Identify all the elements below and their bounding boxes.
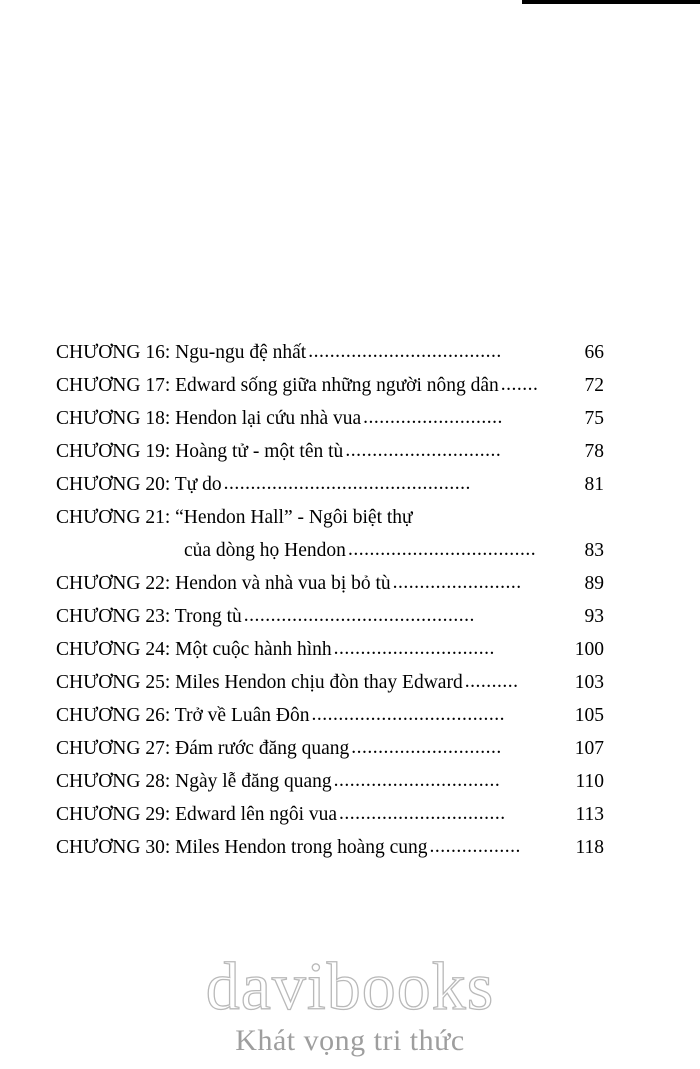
page-edge-marker (522, 0, 700, 4)
toc-entry-label: CHƯƠNG 17: Edward sống giữa những người nông dân (56, 375, 499, 396)
toc-entry[interactable] (56, 475, 604, 495)
toc-entry-page-number: 78 (584, 441, 604, 462)
toc-entry-label: CHƯƠNG 27: Đám rước đăng quang (56, 738, 350, 759)
toc-entry-label: CHƯƠNG 24: Một cuộc hành hình (56, 639, 332, 660)
table-of-contents (56, 343, 604, 871)
toc-entry-page-number: 113 (575, 804, 604, 825)
toc-entry-page-number: 66 (584, 342, 604, 363)
toc-entry-page-number: 100 (574, 639, 604, 660)
toc-leader-dots: ................................... (347, 540, 537, 560)
toc-entry[interactable] (56, 376, 604, 396)
toc-entry[interactable] (56, 541, 604, 561)
toc-entry[interactable] (56, 673, 604, 693)
toc-leader-dots: ....... (500, 375, 539, 395)
toc-entry-page-number: 118 (575, 837, 604, 858)
watermark-main-text: davibooks (205, 948, 495, 1024)
toc-entry-label: CHƯƠNG 20: Tự do (56, 474, 222, 495)
toc-entry-page-number: 93 (584, 606, 604, 627)
toc-leader-dots: ................. (429, 837, 521, 857)
toc-entry-label: CHƯƠNG 26: Trở về Luân Đôn (56, 705, 310, 726)
toc-leader-dots: ........................................... (243, 606, 475, 626)
toc-entry-page-number: 83 (584, 540, 604, 561)
toc-entry-label: CHƯƠNG 22: Hendon và nhà vua bị bỏ tù (56, 573, 391, 594)
toc-entry-page-number: 81 (584, 474, 604, 495)
toc-leader-dots: .......................... (363, 408, 503, 428)
toc-entry[interactable] (56, 739, 604, 759)
toc-entry-label: CHƯƠNG 16: Ngu-ngu đệ nhất (56, 342, 307, 363)
toc-leader-dots: .............................................. (223, 474, 471, 494)
toc-entry-page-number: 75 (584, 408, 604, 429)
toc-entry[interactable] (56, 442, 604, 462)
toc-leader-dots: .................................... (311, 705, 505, 725)
toc-leader-dots: ............................. (345, 441, 502, 461)
toc-entry-label: CHƯƠNG 21: “Hendon Hall” - Ngôi biệt thự (56, 507, 413, 528)
toc-entry-page-number: 105 (574, 705, 604, 726)
toc-entry[interactable] (56, 772, 604, 792)
toc-leader-dots: ............................ (351, 738, 502, 758)
toc-entry-label: CHƯƠNG 23: Trong tù (56, 606, 242, 627)
toc-entry-label: CHƯƠNG 28: Ngày lễ đăng quang (56, 771, 332, 792)
toc-entry-page-number: 72 (584, 375, 604, 396)
toc-entry-page-number: 89 (584, 573, 604, 594)
toc-entry-label: CHƯƠNG 25: Miles Hendon chịu đòn thay Edward (56, 672, 463, 693)
toc-entry[interactable] (56, 508, 604, 528)
toc-entry-label: của dòng họ Hendon (184, 540, 346, 561)
toc-entry[interactable] (56, 838, 604, 858)
toc-entry[interactable] (56, 607, 604, 627)
toc-entry[interactable] (56, 805, 604, 825)
watermark (0, 948, 700, 1057)
toc-entry[interactable] (56, 409, 604, 429)
toc-entry[interactable] (56, 706, 604, 726)
toc-leader-dots: .......... (464, 672, 519, 692)
toc-entry-label: CHƯƠNG 29: Edward lên ngôi vua (56, 804, 338, 825)
toc-leader-dots: .............................. (333, 639, 495, 659)
toc-leader-dots: ............................... (339, 804, 506, 824)
toc-entry-label: CHƯƠNG 30: Miles Hendon trong hoàng cung (56, 837, 428, 858)
toc-entry[interactable] (56, 343, 604, 363)
toc-entry[interactable] (56, 640, 604, 660)
toc-entry-page-number: 107 (574, 738, 604, 759)
watermark-sub-text: Khát vọng tri thức (235, 1024, 465, 1057)
toc-entry-label: CHƯƠNG 19: Hoàng tử - một tên tù (56, 441, 344, 462)
toc-leader-dots: ............................... (333, 771, 501, 791)
toc-entry-page-number: 103 (574, 672, 604, 693)
toc-leader-dots: ........................ (392, 573, 522, 593)
toc-entry-label: CHƯƠNG 18: Hendon lại cứu nhà vua (56, 408, 362, 429)
toc-entry-page-number: 110 (575, 771, 604, 792)
toc-leader-dots: .................................... (308, 342, 502, 362)
toc-entry[interactable] (56, 574, 604, 594)
